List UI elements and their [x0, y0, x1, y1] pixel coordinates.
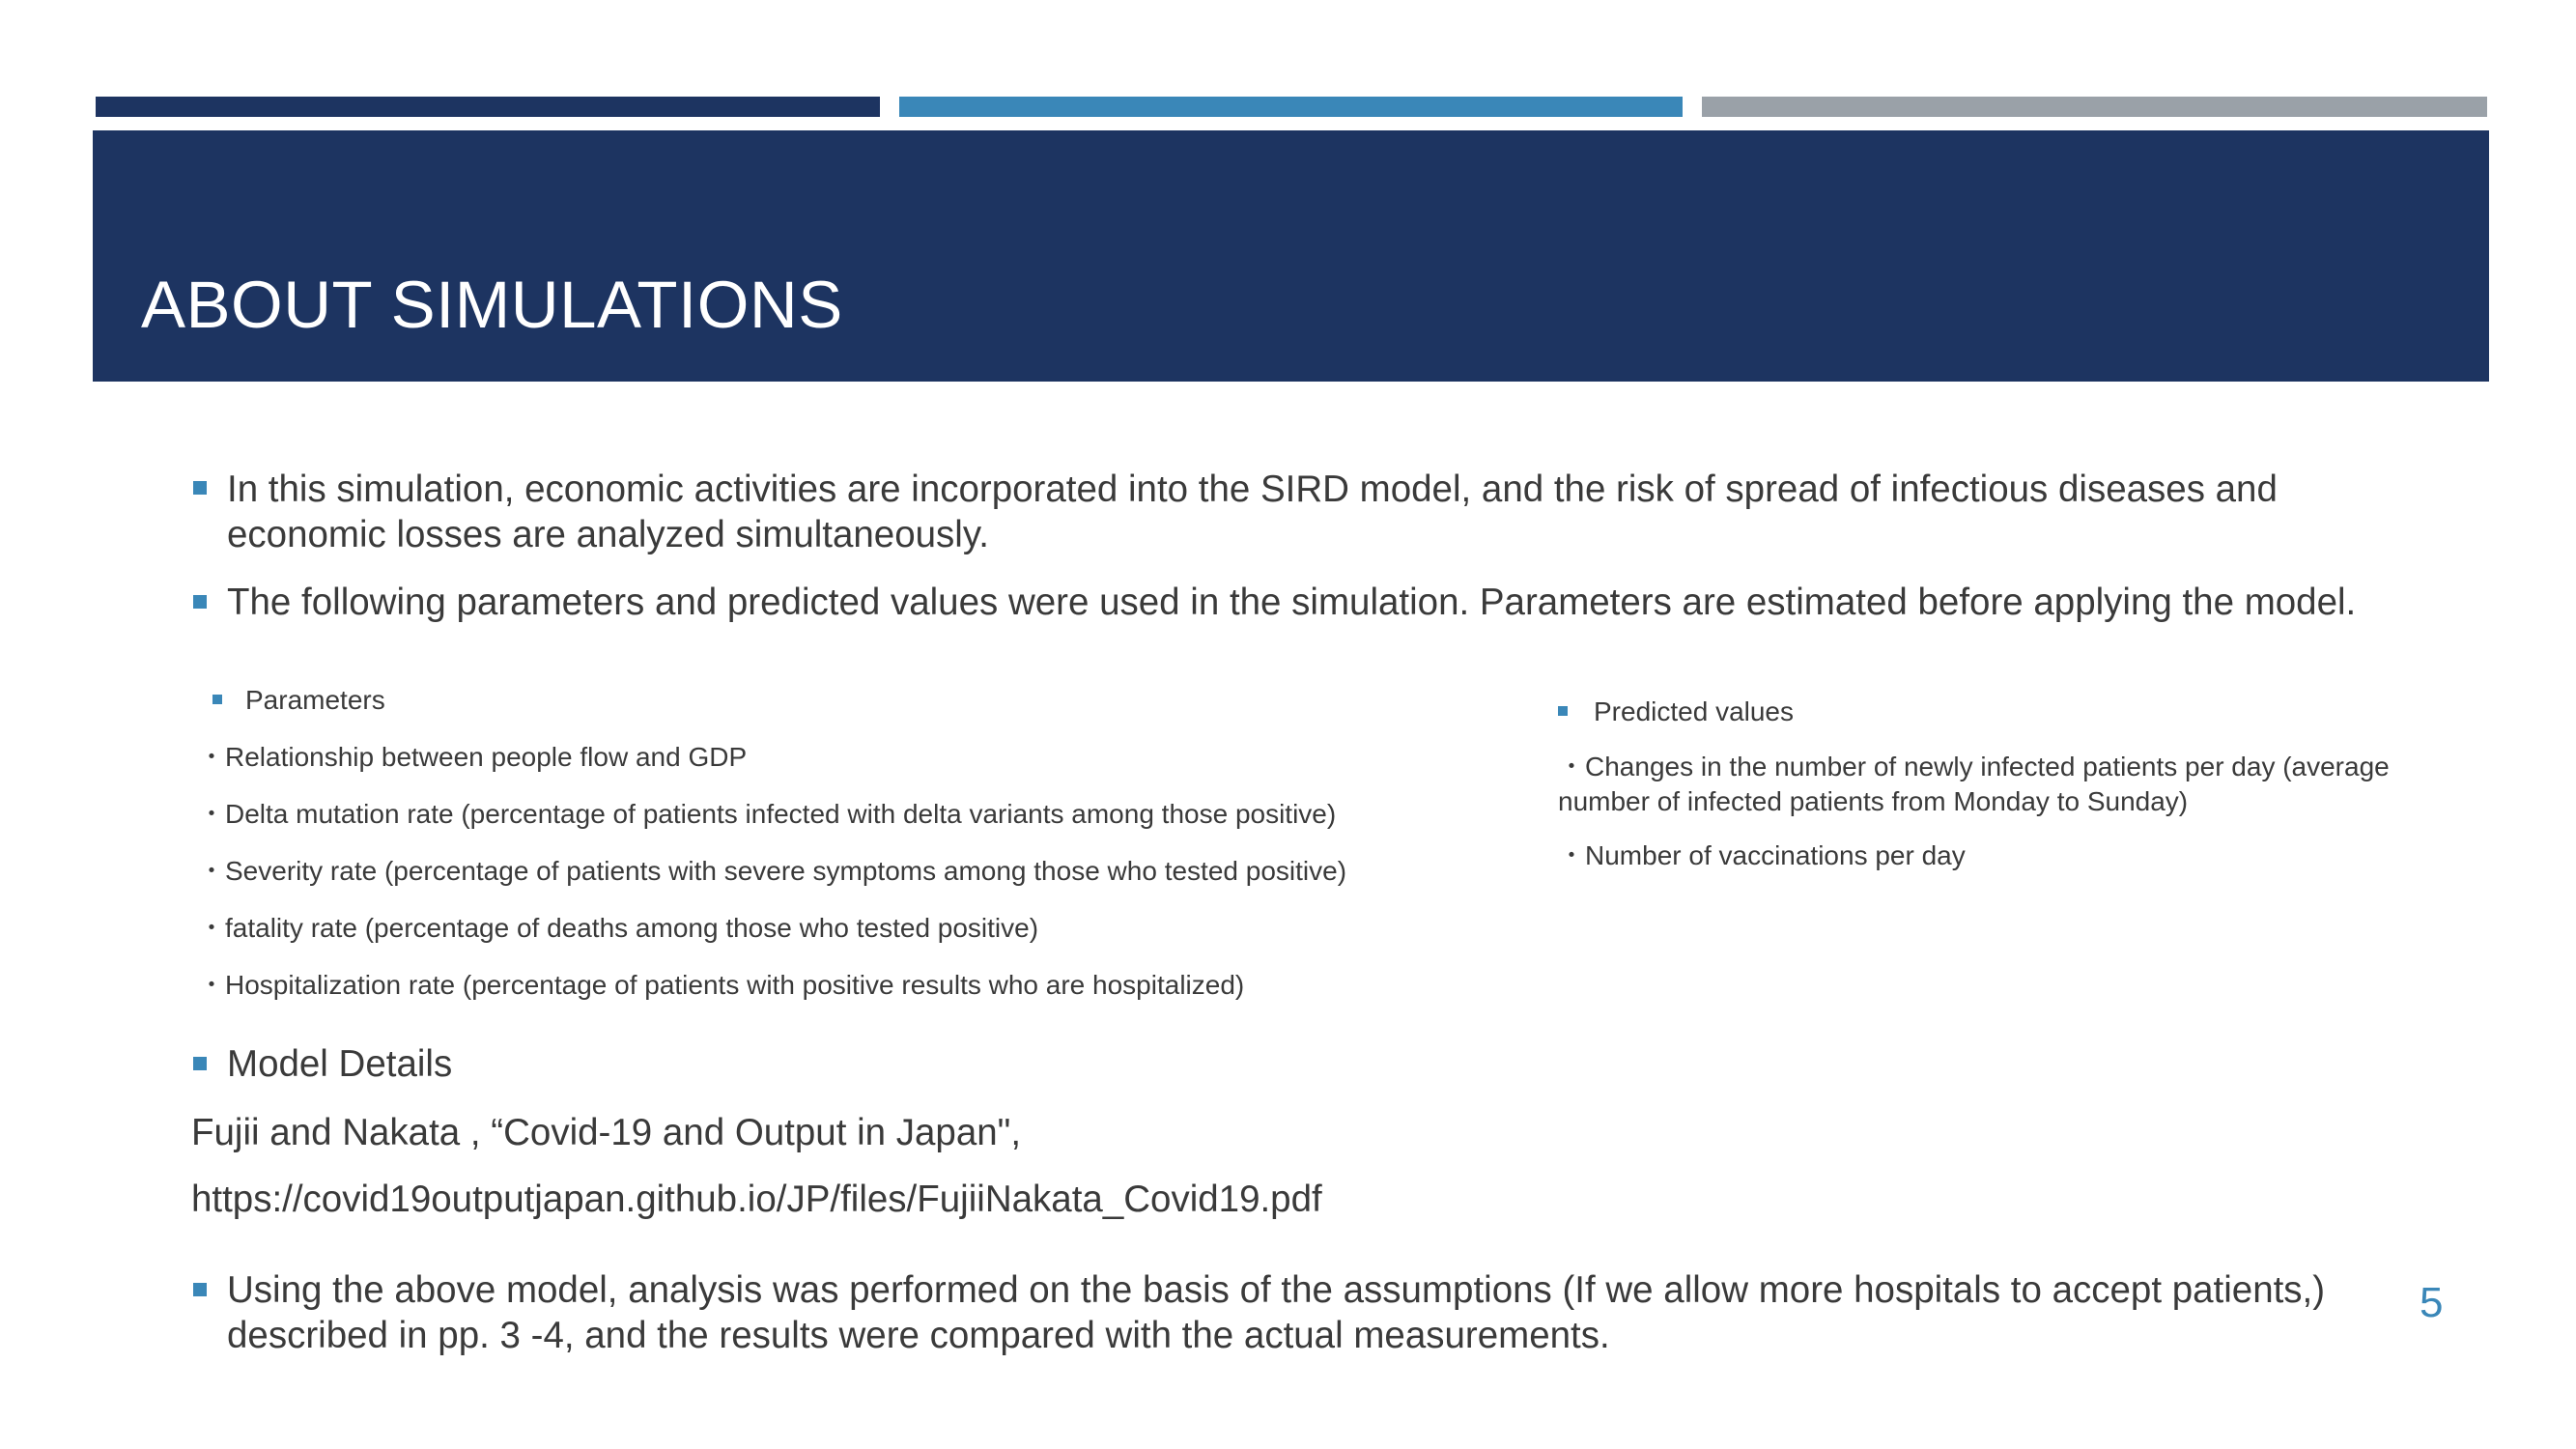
model-details-heading: Model Details [227, 1043, 453, 1085]
parameter-item: ・fatality rate (percentage of deaths among those who tested positive) [198, 913, 1039, 943]
predicted-heading: Predicted values [1594, 696, 1795, 726]
sub-bullet-square-icon [212, 695, 222, 704]
sub-bullet-square-icon [1558, 706, 1568, 716]
model-citation: Fujii and Nakata , “Covid-19 and Output in Japan", [191, 1112, 1022, 1153]
parameters-heading: Parameters [245, 685, 385, 715]
parameter-item: ・Hospitalization rate (percentage of patients with positive results who are hospitalized) [198, 970, 1245, 1000]
accent-bar-blue [899, 97, 1683, 117]
parameter-item: ・Delta mutation rate (percentage of patients infected with delta variants among those positive) [198, 799, 1337, 829]
slide-title: ABOUT SIMULATIONS [141, 268, 843, 342]
parameter-item: ・Relationship between people flow and GDP [198, 742, 748, 772]
parameter-item: ・Severity rate (percentage of patients with severe symptoms among those who tested positive) [198, 856, 1347, 886]
predicted-item-line2: number of infected patients from Monday to Sunday) [1558, 786, 2189, 816]
bullet-square-icon [193, 595, 207, 609]
bullet-square-icon [193, 481, 207, 495]
accent-bar-gray [1702, 97, 2487, 117]
bullet-parameters-intro: The following parameters and predicted values were used in the simulation. Parameters are estimated before applying the model. [227, 582, 2357, 623]
model-url-link[interactable]: https://covid19outputjapan.github.io/JP/files/FujiiNakata_Covid19.pdf [191, 1179, 1322, 1220]
page-number: 5 [2420, 1279, 2444, 1326]
accent-bar-navy [96, 97, 880, 117]
title-band [93, 130, 2489, 382]
conclusion-line2: described in pp. 3 -4, and the results were compared with the actual measurements. [227, 1315, 1610, 1356]
conclusion-line1: Using the above model, analysis was performed on the basis of the assumptions (If we allow more hospitals to accept patients,) [227, 1269, 2326, 1311]
bullet-intro-line2: economic losses are analyzed simultaneously. [227, 514, 989, 555]
bullet-square-icon [193, 1283, 207, 1296]
predicted-item: ・Number of vaccinations per day [1558, 840, 1966, 870]
predicted-item-line1: ・Changes in the number of newly infected patients per day (average [1558, 752, 2390, 781]
bullet-square-icon [193, 1057, 207, 1070]
bullet-intro-line1: In this simulation, economic activities are incorporated into the SIRD model, and the risk of spread of infectious diseases and [227, 469, 2278, 510]
